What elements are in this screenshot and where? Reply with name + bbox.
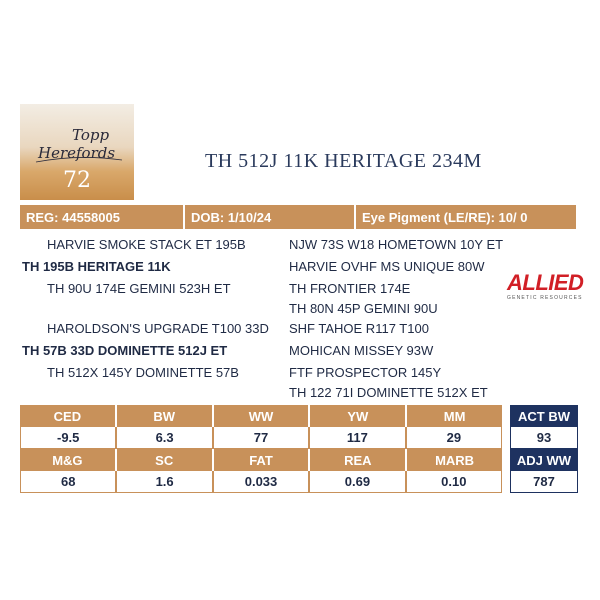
pedigree-dam-dam: TH 512X 145Y DOMINETTE 57B bbox=[47, 365, 239, 380]
lot-number: 72 bbox=[63, 168, 91, 193]
date-of-birth: DOB: 1/10/24 bbox=[185, 205, 356, 229]
epd-header-row-1 bbox=[20, 405, 502, 427]
epd-value-mm: 29 bbox=[406, 427, 502, 449]
act-bw-label: ACT BW bbox=[510, 405, 578, 427]
epd-header-rea: REA bbox=[310, 449, 407, 471]
actual-birth-weight-box bbox=[510, 405, 578, 449]
allied-wordmark: ALLIED bbox=[507, 270, 584, 295]
epd-header-fat: FAT bbox=[214, 449, 311, 471]
pedigree-sire-sire: HARVIE SMOKE STACK ET 195B bbox=[47, 237, 246, 252]
epd-header-ww: WW bbox=[214, 405, 311, 427]
epd-header-yw: YW bbox=[310, 405, 407, 427]
epd-value-marb: 0.10 bbox=[406, 471, 502, 493]
animal-name: TH 512J 11K HERITAGE 234M bbox=[205, 150, 482, 172]
epd-header-mg: M&G bbox=[20, 449, 117, 471]
registration-number: REG: 44558005 bbox=[20, 205, 185, 229]
epd-value-rea: 0.69 bbox=[309, 471, 405, 493]
pedigree-great-3: TH FRONTIER 174E bbox=[289, 281, 411, 296]
adj-ww-label: ADJ WW bbox=[510, 449, 578, 471]
act-bw-value: 93 bbox=[510, 427, 578, 449]
pedigree-dam-sire: HAROLDSON'S UPGRADE T100 33D bbox=[47, 321, 269, 336]
pedigree-great-6: MOHICAN MISSEY 93W bbox=[289, 343, 434, 358]
pedigree-great-4: TH 80N 45P GEMINI 90U bbox=[289, 301, 438, 316]
pedigree-great-8: TH 122 71I DOMINETTE 512X ET bbox=[289, 385, 488, 400]
epd-value-bw: 6.3 bbox=[116, 427, 212, 449]
allied-logo bbox=[507, 272, 585, 302]
allied-tagline: GENETIC RESOURCES bbox=[507, 295, 583, 301]
pedigree-great-2: HARVIE OVHF MS UNIQUE 80W bbox=[289, 259, 485, 274]
epd-value-yw: 117 bbox=[309, 427, 405, 449]
pedigree-great-7: FTF PROSPECTOR 145Y bbox=[289, 365, 442, 380]
epd-value-row-1 bbox=[20, 427, 502, 449]
adj-ww-value: 787 bbox=[510, 471, 578, 493]
epd-value-ww: 77 bbox=[213, 427, 309, 449]
epd-value-mg: 68 bbox=[20, 471, 116, 493]
epd-value-row-2 bbox=[20, 471, 502, 493]
pedigree-great-5: SHF TAHOE R117 T100 bbox=[289, 321, 429, 336]
lot-logo-box bbox=[20, 104, 134, 200]
pedigree-sire: TH 195B HERITAGE 11K bbox=[22, 259, 171, 274]
pedigree-dam: TH 57B 33D DOMINETTE 512J ET bbox=[22, 343, 228, 358]
epd-header-ced: CED bbox=[20, 405, 117, 427]
epd-header-row-2 bbox=[20, 449, 502, 471]
epd-grid bbox=[20, 405, 502, 493]
epd-header-marb: MARB bbox=[435, 452, 475, 468]
info-bar bbox=[20, 205, 576, 229]
pedigree-sire-dam: TH 90U 174E GEMINI 523H ET bbox=[47, 281, 231, 296]
eye-pigment: Eye Pigment (LE/RE): 10/ 0 bbox=[362, 209, 528, 225]
epd-header-sc: SC bbox=[117, 449, 214, 471]
epd-value-fat: 0.033 bbox=[213, 471, 309, 493]
topp-herefords-logo bbox=[34, 120, 124, 170]
epd-value-sc: 1.6 bbox=[116, 471, 212, 493]
epd-header-bw: BW bbox=[117, 405, 214, 427]
adjusted-weaning-weight-box bbox=[510, 449, 578, 493]
epd-header-mm: MM bbox=[443, 408, 466, 424]
svg-text:Herefords: Herefords bbox=[38, 144, 116, 162]
pedigree-great-1: NJW 73S W18 HOMETOWN 10Y ET bbox=[289, 237, 504, 252]
epd-value-ced: -9.5 bbox=[20, 427, 116, 449]
svg-text:Topp: Topp bbox=[72, 126, 110, 144]
